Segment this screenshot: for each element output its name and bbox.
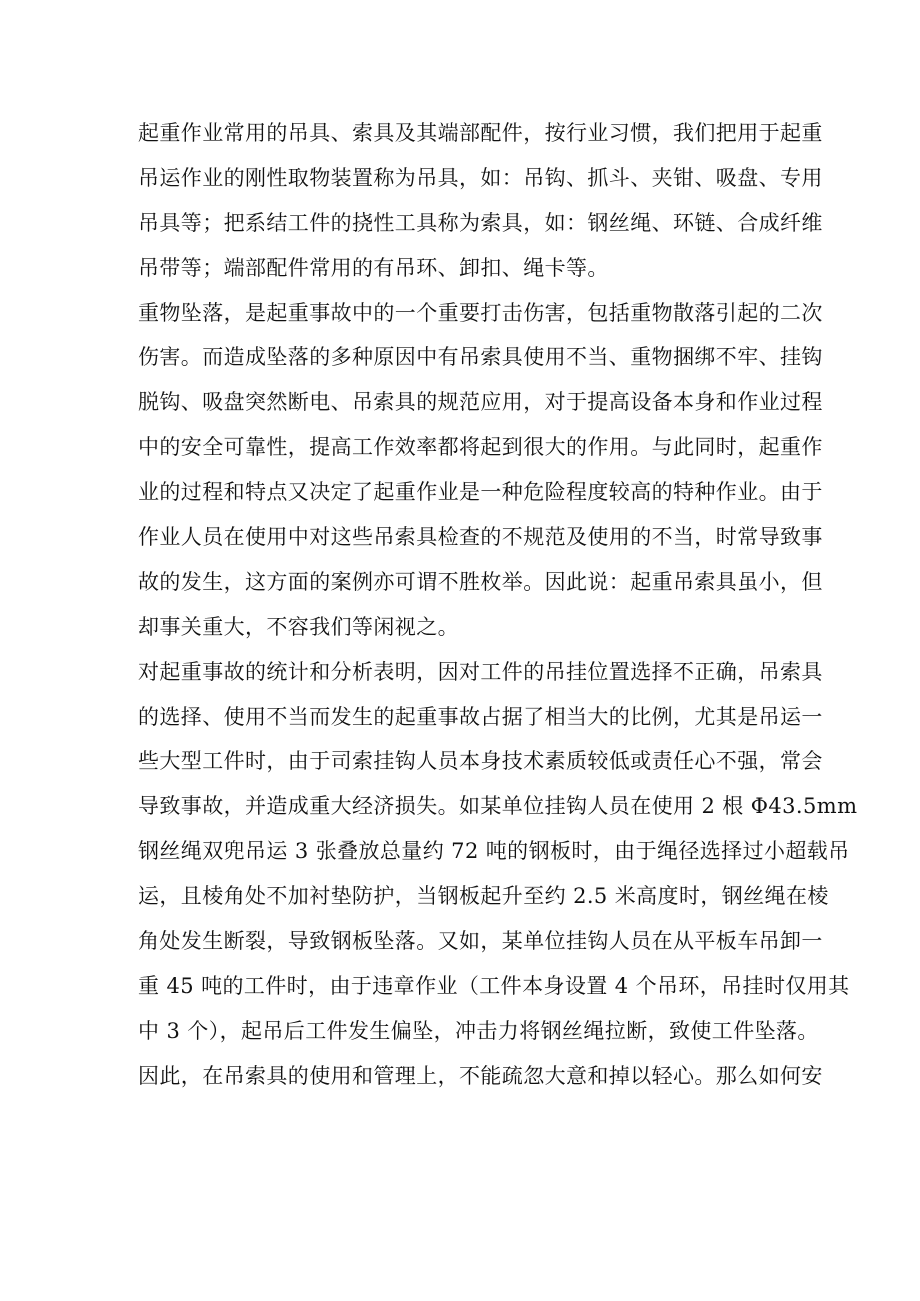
text-line: 脱钩、吸盘突然断电、吊索具的规范应用，对于提高设备本身和作业过程 xyxy=(138,390,823,415)
text-line: 却事关重大，不容我们等闲视之。 xyxy=(138,614,459,639)
text-line: 对起重事故的统计和分析表明，因对工件的吊挂位置选择不正确，吊索具 xyxy=(138,659,823,684)
text-line: 吊带等；端部配件常用的有吊环、卸扣、绳卡等。 xyxy=(138,255,609,280)
paragraph-conclusion xyxy=(138,1054,823,1099)
paragraph-accident-statistics xyxy=(138,650,858,1054)
text-line: 些大型工件时，由于司索挂钩人员本身技术素质较低或责任心不强，常会 xyxy=(138,749,823,774)
text-line: 重物坠落，是起重事故中的一个重要打击伤害，包括重物散落引起的二次 xyxy=(138,300,823,325)
text-line: 因此，在吊索具的使用和管理上，不能疏忽大意和掉以轻心。那么如何安 xyxy=(138,1063,823,1088)
text-line: 故的发生，这方面的案例亦可谓不胜枚举。因此说：起重吊索具虽小，但 xyxy=(138,569,823,594)
text-line: 角处发生断裂，导致钢板坠落。又如，某单位挂钩人员在从平板车吊卸一 xyxy=(138,929,823,954)
text-line: 吊具等；把系结工件的挠性工具称为索具，如：钢丝绳、环链、合成纤维 xyxy=(138,210,823,235)
text-line: 导致事故，并造成重大经济损失。如某单位挂钩人员在使用 2 根 Φ43.5mm xyxy=(138,794,858,819)
text-line: 运，且棱角处不加衬垫防护，当钢板起升至约 2.5 米高度时，钢丝绳在棱 xyxy=(138,884,829,909)
text-line: 中 3 个），起吊后工件发生偏坠，冲击力将钢丝绳拉断，致使工件坠落。 xyxy=(138,1018,819,1043)
text-line: 伤害。而造成坠落的多种原因中有吊索具使用不当、重物捆绑不牢、挂钩 xyxy=(138,345,823,370)
text-line: 的选择、使用不当而发生的起重事故占据了相当大的比例，尤其是吊运一 xyxy=(138,704,823,729)
text-line: 业的过程和特点又决定了起重作业是一种危险程度较高的特种作业。由于 xyxy=(138,480,823,505)
text-line: 作业人员在使用中对这些吊索具检查的不规范及使用的不当，时常导致事 xyxy=(138,525,823,550)
document-page xyxy=(138,111,858,1099)
text-line: 起重作业常用的吊具、索具及其端部配件，按行业习惯，我们把用于起重 xyxy=(138,121,823,145)
text-line: 中的安全可靠性，提高工作效率都将起到很大的作用。与此同时，起重作 xyxy=(138,435,823,460)
paragraph-falling-objects xyxy=(138,291,823,650)
paragraph-rigging-intro xyxy=(138,111,823,291)
text-line: 吊运作业的刚性取物装置称为吊具，如：吊钩、抓斗、夹钳、吸盘、专用 xyxy=(138,165,823,190)
text-line: 钢丝绳双兜吊运 3 张叠放总量约 72 吨的钢板时，由于绳径选择过小超载吊 xyxy=(138,839,850,864)
text-line: 重 45 吨的工件时，由于违章作业（工件本身设置 4 个吊环，吊挂时仅用其 xyxy=(138,973,850,998)
